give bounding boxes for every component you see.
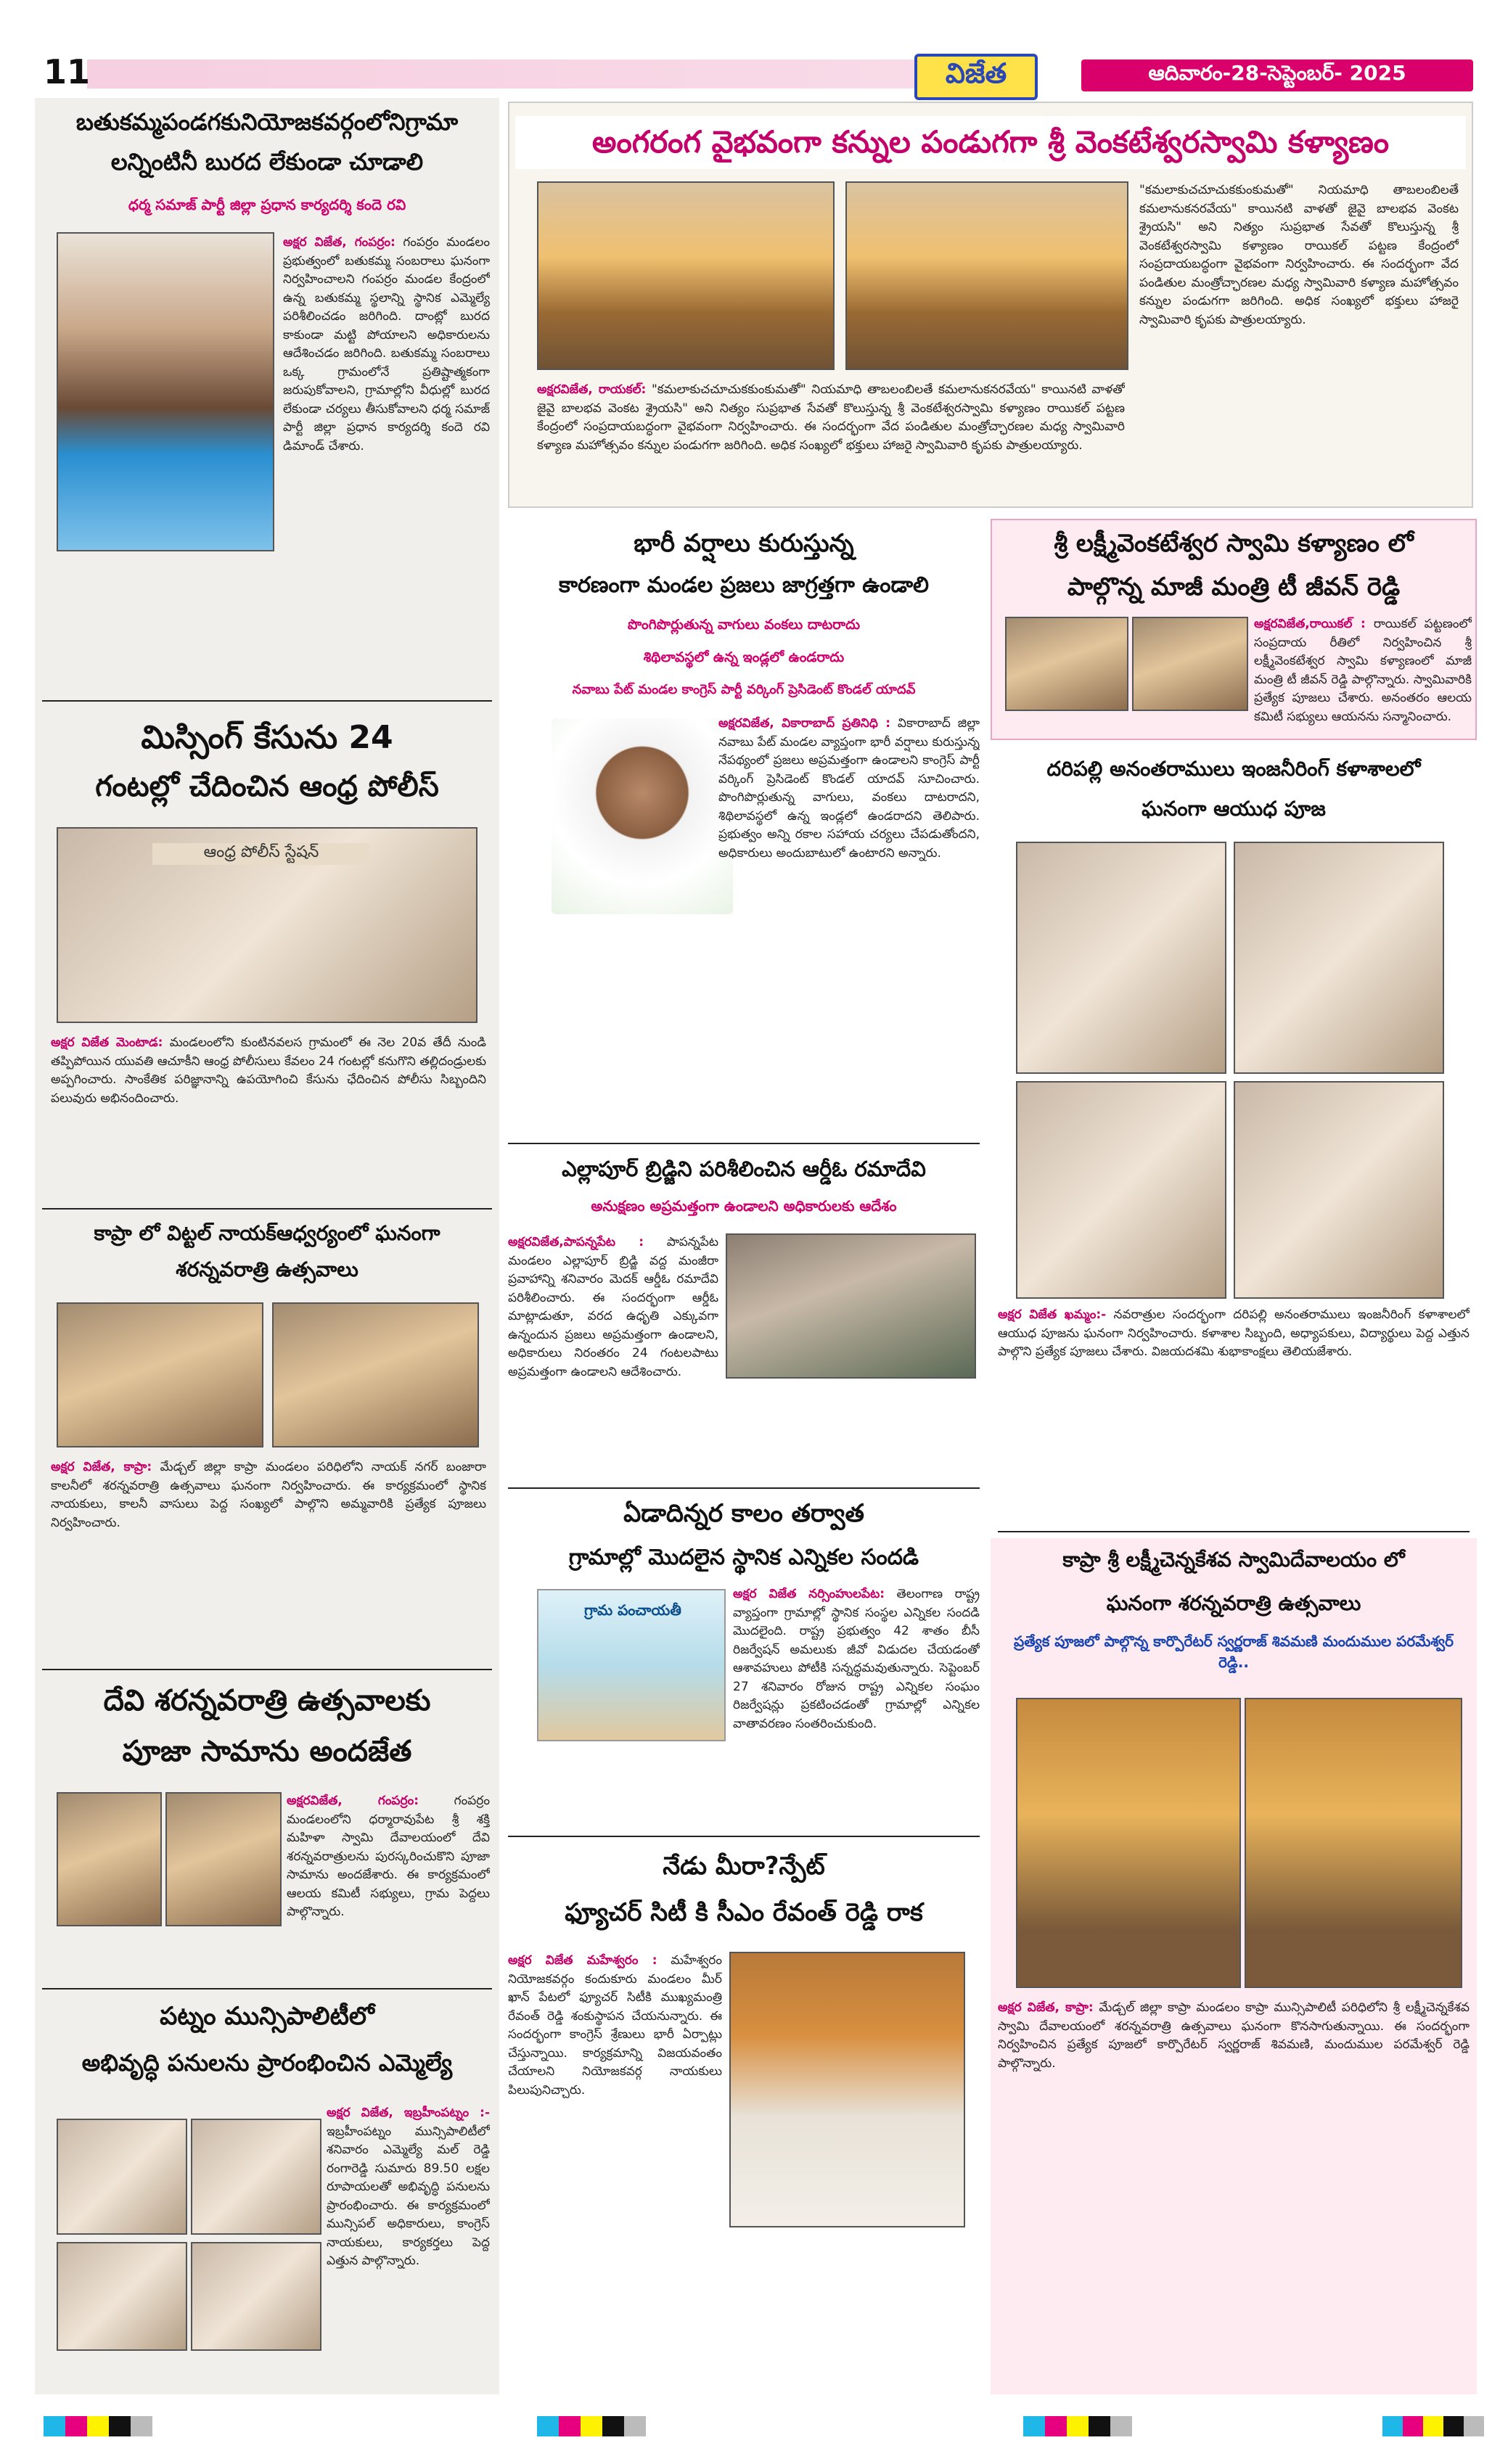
story3-photo-1 [57, 1302, 263, 1447]
story10-body: అక్షరవిజేత,రాయికల్ : రాయికల్ పట్టణంలో సంప్రదాయ రీతిలో నిర్వహించిన శ్రీ లక్ష్మీవెంకటేశ్వర స్వామి కళ్యాణంలో మాజీ మంత్రి టీ జీవన్ రెడ్డి పాల్గొన్నారు. స్వామివారికి ప్రత్యేక పూజలు చేశారు. అనంతరం ఆలయ కమిటీ సభ్యులు ఆయనను సన్మానించారు. [1254, 617, 1472, 724]
divider [508, 1836, 980, 1837]
story6-headline-2: కారణంగా మండల ప్రజలు జాగ్రత్తగా ఉండాలి [558, 572, 930, 598]
story2-body: అక్షర విజేత మెంటాడ: మండలంలోని కుంటినవలస గ్రామంలో ఈ నెల 20వ తేదీ నుండి తప్పిపోయిన యువతి ఆచూకీని ఆంధ్ర పోలీసులు కేవలం 24 గంటల్లో కనుగొని తల్లిదండ్రులకు అప్పగించారు. సాంకేతిక పరిజ్ఞానాన్ని ఉపయోగించి కేసును ఛేదించిన పోలీసు సిబ్బందిని పలువురు అభినందించారు. [51, 1035, 486, 1106]
story12-photo-1 [1016, 1698, 1241, 1988]
story5-body: అక్షర విజేత, ఇబ్రహీంపట్నం :- ఇబ్రహీంపట్నం మున్సిపాలిటీలో శనివారం ఎమ్మెల్యే మల్ రెడ్డి రంగారెడ్డి సుమారు 89.50 లక్షల రూపాయలతో అభివృద్ధి పనులను ప్రారంభించారు. ఈ కార్యక్రమంలో మున్సిపల్ అధికారులు, కాంగ్రెస్ నాయకులు, కార్యకర్తలు పెద్ద ఎత్తున పాల్గొన్నారు. [327, 2106, 490, 2268]
story5-photo-1 [57, 2119, 187, 2235]
story11-photo-4 [1234, 1081, 1444, 1299]
story10-photo-2 [1132, 617, 1248, 711]
story4-photo-2 [165, 1792, 282, 1926]
story5-byline: అక్షర విజేత, ఇబ్రహీంపట్నం :- [327, 2106, 490, 2120]
story12-subhead: ప్రత్యేక పూజలో పాల్గొన్న కార్పొరేటర్ స్వర్ణరాజ్ శివమణి మందుముల పరమేశ్వర్ రెడ్డి.. [1014, 1633, 1454, 1671]
story6-sub-1: పొంగిపొర్లుతున్న వాగులు వంకలు దాటరాదు [627, 617, 861, 633]
story4-byline: అక్షరవిజేత, గంపర్రం: [287, 1794, 419, 1808]
story7-headline: ఎల్లాపూర్ బ్రిడ్జిని పరిశీలించిన ఆర్డీఓ రమాదేవి [562, 1157, 926, 1181]
registration-marks-2 [537, 2416, 646, 2436]
police-station-sign: ఆంధ్ర పోలీస్ స్టేషన్ [152, 843, 370, 865]
story7-photo [726, 1233, 976, 1379]
story4-headline-2: పూజా సామాను అందజేత [122, 1735, 412, 1768]
panchayat-sign: గ్రామ పంచాయతీ [584, 1601, 681, 1619]
story12-headline-1: కాప్రా శ్రీ లక్ష్మీచెన్నకేశవ స్వామిదేవాలయం లో [1062, 1548, 1405, 1572]
divider [998, 1531, 1470, 1532]
story10-headline-2: పాల్గొన్న మాజీ మంత్రి టీ జీవన్ రెడ్డి [1067, 572, 1401, 601]
story6-byline: అక్షరవిజేత, వికారాబాద్ ప్రతినిధి : [718, 716, 891, 731]
story11-headline-2: ఘనంగా ఆయుధ పూజ [1142, 797, 1326, 821]
divider [42, 700, 492, 702]
divider [42, 1988, 492, 1989]
story11-photo-1 [1016, 842, 1226, 1074]
story10-headline-1: శ్రీ లక్ష్మీవెంకటేశ్వర స్వామి కళ్యాణం లో [1054, 529, 1414, 558]
story3-photo-2 [272, 1302, 479, 1447]
story1-subhead: ధర్మ సమాజ్ పార్టీ జిల్లా ప్రధాన కార్యదర్శి కందె రవి [128, 196, 406, 213]
story5-photo-2 [191, 2119, 321, 2235]
story12-photo-2 [1245, 1698, 1462, 1988]
story5-headline-2: అభివృద్ధి పనులను ప్రారంభించిన ఎమ్మెల్యే [81, 2049, 453, 2077]
story4-headline-1: దేవి శరన్నవరాత్రి ఉత్సవాలకు [103, 1684, 431, 1717]
story9-headline-2: ఫ్యూచర్ సిటీ కి సీఎం రేవంత్ రెడ్డి రాక [565, 1898, 923, 1927]
story7-body: అక్షరవిజేత,పాపన్నపేట : పాపన్నపేట మండలం ఎల్లాపూర్ బ్రిడ్జి వద్ద మంజీరా ప్రవాహాన్ని శనివారం మెదక్ ఆర్డీఓ రమాదేవి పరిశీలించారు. ఈ సందర్భంగా ఆర్డీఓ మాట్లాడుతూ, వరద ఉధృతి ఎక్కువగా ఉన్నందున ప్రజలు అప్రమత్తంగా ఉండాలని, అధికారులు నిరంతరం 24 గంటలపాటు అప్రమత్తంగా ఉండాలని ఆదేశించారు. [508, 1235, 718, 1379]
story12-byline: అక్షర విజేత, కాప్రా: [998, 2000, 1094, 2015]
lead-body-right: "కమలాకుచచూచుకకుంకుమతో" నియమాధి తాబలంబిలతే కమలానుకనరవేయ" కాయినటి వాళతో జైవై బాలభవ వెంకట శ్రైయసి" అని నిత్యం సుప్రభాత సేవతో కొలుస్తున్న శ్రీ వెంకటేశ్వరస్వామి కళ్యాణం రాయికల్ పట్టణ కేంద్రంలో సంప్రదాయబద్ధంగా వైభవంగా నిర్వహించారు. ఈ సందర్భంగా వేద పండితుల మంత్రోచ్ఛారణల మధ్య స్వామివారి కళ్యాణ మహోత్సవం కన్నుల పండుగగా జరిగింది. అధిక సంఖ్యలో భక్తులు హాజరై స్వామివారి కృపకు పాత్రులయ్యారు. [1139, 183, 1459, 327]
story11-photo-2 [1234, 842, 1444, 1074]
story9-byline: అక్షర విజేత మహేశ్వరం : [508, 1953, 657, 1968]
divider [42, 1208, 492, 1210]
divider [508, 1143, 980, 1144]
story3-byline: అక్షర విజేత, కాప్రా: [51, 1460, 152, 1474]
story1-byline: అక్షర విజేత, గంపర్రం: [283, 235, 396, 250]
story12-headline-2: ఘనంగా శరన్నవరాత్రి ఉత్సవాలు [1106, 1591, 1361, 1615]
story3-headline-1: కాప్రా లో విట్టల్ నాయక్ఆధ్వర్యంలో ఘనంగా [94, 1221, 440, 1245]
story11-byline: అక్షర విజేత ఖమ్మం:- [998, 1307, 1107, 1322]
story1-photo [57, 232, 274, 551]
registration-marks-1 [44, 2416, 152, 2436]
story11-headline-1: దరిపల్లి అనంతరాములు ఇంజనీరింగ్ కళాశాలలో [1046, 757, 1421, 781]
page-number: 11 [44, 52, 91, 91]
lead-photo-2 [845, 181, 1128, 370]
story6-headline-1: భారీ వర్షాలు కురుస్తున్న [634, 529, 854, 558]
story8-byline: అక్షర విజేత నర్సింహులపేట: [733, 1587, 885, 1601]
story2-headline-2: గంటల్లో చేదించిన ఆంధ్ర పోలీస్ [95, 770, 439, 803]
story2-headline-1: మిస్సింగ్ కేసును 24 [141, 719, 393, 756]
story12-body: అక్షర విజేత, కాప్రా: మేడ్చల్ జిల్లా కాప్రా మండలం కాప్రా మున్సిపాలిటీ పరిధిలోని శ్రీ లక్ష్మీచెన్నకేశవ స్వామి దేవాలయంలో శరన్నవరాత్రి ఉత్సవాలు ఘనంగా కొనసాగుతున్నాయి. ఈ సందర్భంగా నిర్వహించిన ప్రత్యేక పూజలో కార్పొరేటర్ స్వర్ణరాజ్ శివమణి, మందుముల పరమేశ్వర్ రెడ్డి పాల్గొన్నారు. [998, 2000, 1470, 2071]
story4-photo-1 [57, 1792, 162, 1926]
story9-body: అక్షర విజేత మహేశ్వరం : మహేశ్వరం నియోజకవర్గం కందుకూరు మండలం మీర్ ఖాన్ పేటలో ఫ్యూచర్ సిటీకి ముఖ్యమంత్రి రేవంత్ రెడ్డి శంకుస్థాపన చేయనున్నారు. ఈ సందర్భంగా కాంగ్రెస్ శ్రేణులు భారీ ఏర్పాట్లు చేస్తున్నాయి. కార్యక్రమాన్ని విజయవంతం చేయాలని నియోజకవర్గ నాయకులు పిలుపునిచ్చారు. [508, 1953, 722, 2098]
story5-photo-3 [57, 2242, 187, 2351]
divider [508, 1487, 980, 1489]
story11-photo-3 [1016, 1081, 1226, 1299]
newspaper-logo: విజేత [914, 54, 1038, 100]
lead-headline: అంగరంగ వైభవంగా కన్నుల పండుగగా శ్రీ వెంకటేశ్వరస్వామి కళ్యాణం [515, 116, 1466, 169]
lead-photo-1 [537, 181, 835, 370]
story2-photo [57, 827, 478, 1023]
story6-sub-2: శిథిలావస్థలో ఉన్న ఇండ్లలో ఉండరాదు [643, 649, 845, 665]
masthead-pink-band [87, 59, 980, 89]
story10-byline: అక్షరవిజేత,రాయికల్ : [1254, 617, 1366, 631]
registration-marks-3 [1023, 2416, 1132, 2436]
story6-sub-3: నవాబు పేట్ మండల కాంగ్రెస్ పార్టీ వర్కింగ్ ప్రెసిడెంట్ కొండల్ యాదవ్ [572, 682, 916, 697]
story3-body: అక్షర విజేత, కాప్రా: మేడ్చల్ జిల్లా కాప్రా మండలం పరిధిలోని నాయక్ నగర్ బంజారా కాలనీలో శరన్నవరాత్రి ఉత్సవాలు ఘనంగా నిర్వహించారు. ఈ కార్యక్రమంలో స్థానిక నాయకులు, కాలనీ వాసులు పెద్ద సంఖ్యలో పాల్గొని అమ్మవారికి ప్రత్యేక పూజలు నిర్వహించారు. [51, 1460, 486, 1530]
registration-marks-4 [1382, 2416, 1484, 2436]
divider [42, 1669, 492, 1670]
story5-photo-4 [191, 2242, 321, 2351]
story5-headline-1: పట్నం మున్సిపాలిటీలో [160, 2002, 374, 2031]
story1-body: అక్షర విజేత, గంపర్రం: గంపర్రం మండలం ప్రభుత్వంలో బతుకమ్మ సంబరాలు ఘనంగా నిర్వహించాలని గంపర్రం మండల కేంద్రంలో ఉన్న బతుకమ్మ స్థలాన్ని స్థానిక ఎమ్మెల్యే పరిశీలించడం జరిగింది. దాంట్లో బురద కాకుండా మట్టి పోయాలని అధికారులను ఆదేశించడం జరిగింది. బతుకమ్మ సంబరాలు ఒక్క గ్రామంలోనే ప్రతిష్టాత్మకంగా జరుపుకోవాలని, గ్రామాల్లోని వీధుల్లో బురద లేకుండా చర్యలు తీసుకోవాలని ధర్మ సమాజ్ పార్టీ జిల్లా ప్రధాన కార్యదర్శి కందె రవి డిమాండ్ చేశారు. [283, 235, 490, 453]
story10-photo-1 [1005, 617, 1128, 711]
story8-headline-2: గ్రామాల్లో మొదలైన స్థానిక ఎన్నికల సందడి [568, 1545, 919, 1570]
story8-headline-1: ఏడాదిన్నర కాలం తర్వాత [623, 1499, 864, 1528]
story7-subhead: అనుక్షణం అప్రమత్తంగా ఉండాలని అధికారులకు ఆదేశం [591, 1197, 897, 1215]
story2-byline: అక్షర విజేత మెంటాడ: [51, 1035, 163, 1050]
lead-body-left: అక్షరవిజేత, రాయకల్: "కమలాకుచచూచుకకుంకుమతో" నియమాధి తాబలంబిలతే కమలానుకనరవేయ" కాయినటి వాళతో జైవై బాలభవ వెంకట శ్రైయసి" అని నిత్యం సుప్రభాత సేవతో కొలుస్తున్న శ్రీ వెంకటేశ్వరస్వామి కళ్యాణం రాయికల్ పట్టణ కేంద్రంలో సంప్రదాయబద్ధంగా వైభవంగా నిర్వహించారు. ఈ సందర్భంగా వేద పండితుల మంత్రోచ్ఛారణల మధ్య స్వామివారి కళ్యాణ మహోత్సవం కన్నుల పండుగగా జరిగింది. అధిక సంఖ్యలో భక్తులు హాజరై స్వామివారి కృపకు పాత్రులయ్యారు. [537, 382, 1125, 453]
story9-photo [729, 1952, 965, 2227]
story1-headline-2: లన్నింటినీ బురద లేకుండా చూడాలి [110, 148, 424, 176]
story8-body: అక్షర విజేత నర్సింహులపేట: తెలంగాణ రాష్ట్ర వ్యాప్తంగా గ్రామాల్లో స్థానిక సంస్థల ఎన్నికల సందడి మొదలైంది. రాష్ట్ర ప్రభుత్వం 42 శాతం బీసీ రిజర్వేషన్ అమలుకు జీవో విడుదల చేయడంతో ఆశావహులు పోటీకి సన్నద్ధమవుతున్నారు. సెప్టెంబర్ 27 శనివారం రోజున రాష్ట్ర ఎన్నికల సంఘం రిజర్వేషన్లు ప్రకటించడంతో గ్రామాల్లో ఎన్నికల వాతావరణం సంతరించుకుంది. [733, 1587, 980, 1731]
story11-body: అక్షర విజేత ఖమ్మం:- నవరాత్రుల సందర్భంగా దరిపల్లి అనంతరాములు ఇంజనీరింగ్ కళాశాలలో ఆయుధ పూజను ఘనంగా నిర్వహించారు. కళాశాల సిబ్బంది, అధ్యాపకులు, విద్యార్థులు పెద్ద ఎత్తున పాల్గొని ప్రత్యేక పూజలు చేశారు. విజయదశమి శుభాకాంక్షలు తెలియజేశారు. [998, 1307, 1470, 1359]
story9-headline-1: నేడు మీరా?న్పేట్ [663, 1852, 825, 1881]
issue-date: ఆదివారం-28-సెప్టెంబర్- 2025 [1081, 59, 1473, 91]
story3-headline-2: శరన్నవరాత్రి ఉత్సవాలు [176, 1257, 358, 1281]
story4-body: అక్షరవిజేత, గంపర్రం: గంపర్రం మండలంలోని ధర్మారావుపేట శ్రీ శక్తి మహిళా స్వామి దేవాలయంలో దేవి శరన్నవరాత్రులను పురస్కరించుకొని పూజా సామాను అందజేశారు. ఈ కార్యక్రమంలో ఆలయ కమిటీ సభ్యులు, గ్రామ పెద్దలు పాల్గొన్నారు. [287, 1794, 490, 1919]
lead-byline: అక్షరవిజేత, రాయకల్: [537, 382, 647, 397]
story6-body: అక్షరవిజేత, వికారాబాద్ ప్రతినిధి : వికారాబాద్ జిల్లా నవాబు పేట్ మండల వ్యాప్తంగా భారీ వర్షాలు కురుస్తున్న నేపథ్యంలో ప్రజలు అప్రమత్తంగా ఉండాలని కాంగ్రెస్ పార్టీ వర్కింగ్ ప్రెసిడెంట్ కొండల్ యాదవ్ సూచించారు. పొంగిపొర్లుతున్న వాగులు, వంకలు దాటరాదని, శిథిలావస్థలో ఉన్న ఇండ్లలో ఉండరాదని తెలిపారు. ప్రభుత్వం అన్ని రకాల సహాయ చర్యలు చేపడుతోందని, అధికారులు అందుబాటులో ఉంటారని అన్నారు. [718, 716, 980, 861]
story7-byline: అక్షరవిజేత,పాపన్నపేట : [508, 1235, 644, 1249]
story1-headline-1: బతుకమ్మపండగకునియోజకవర్గంలోనిగ్రామా [75, 108, 459, 136]
